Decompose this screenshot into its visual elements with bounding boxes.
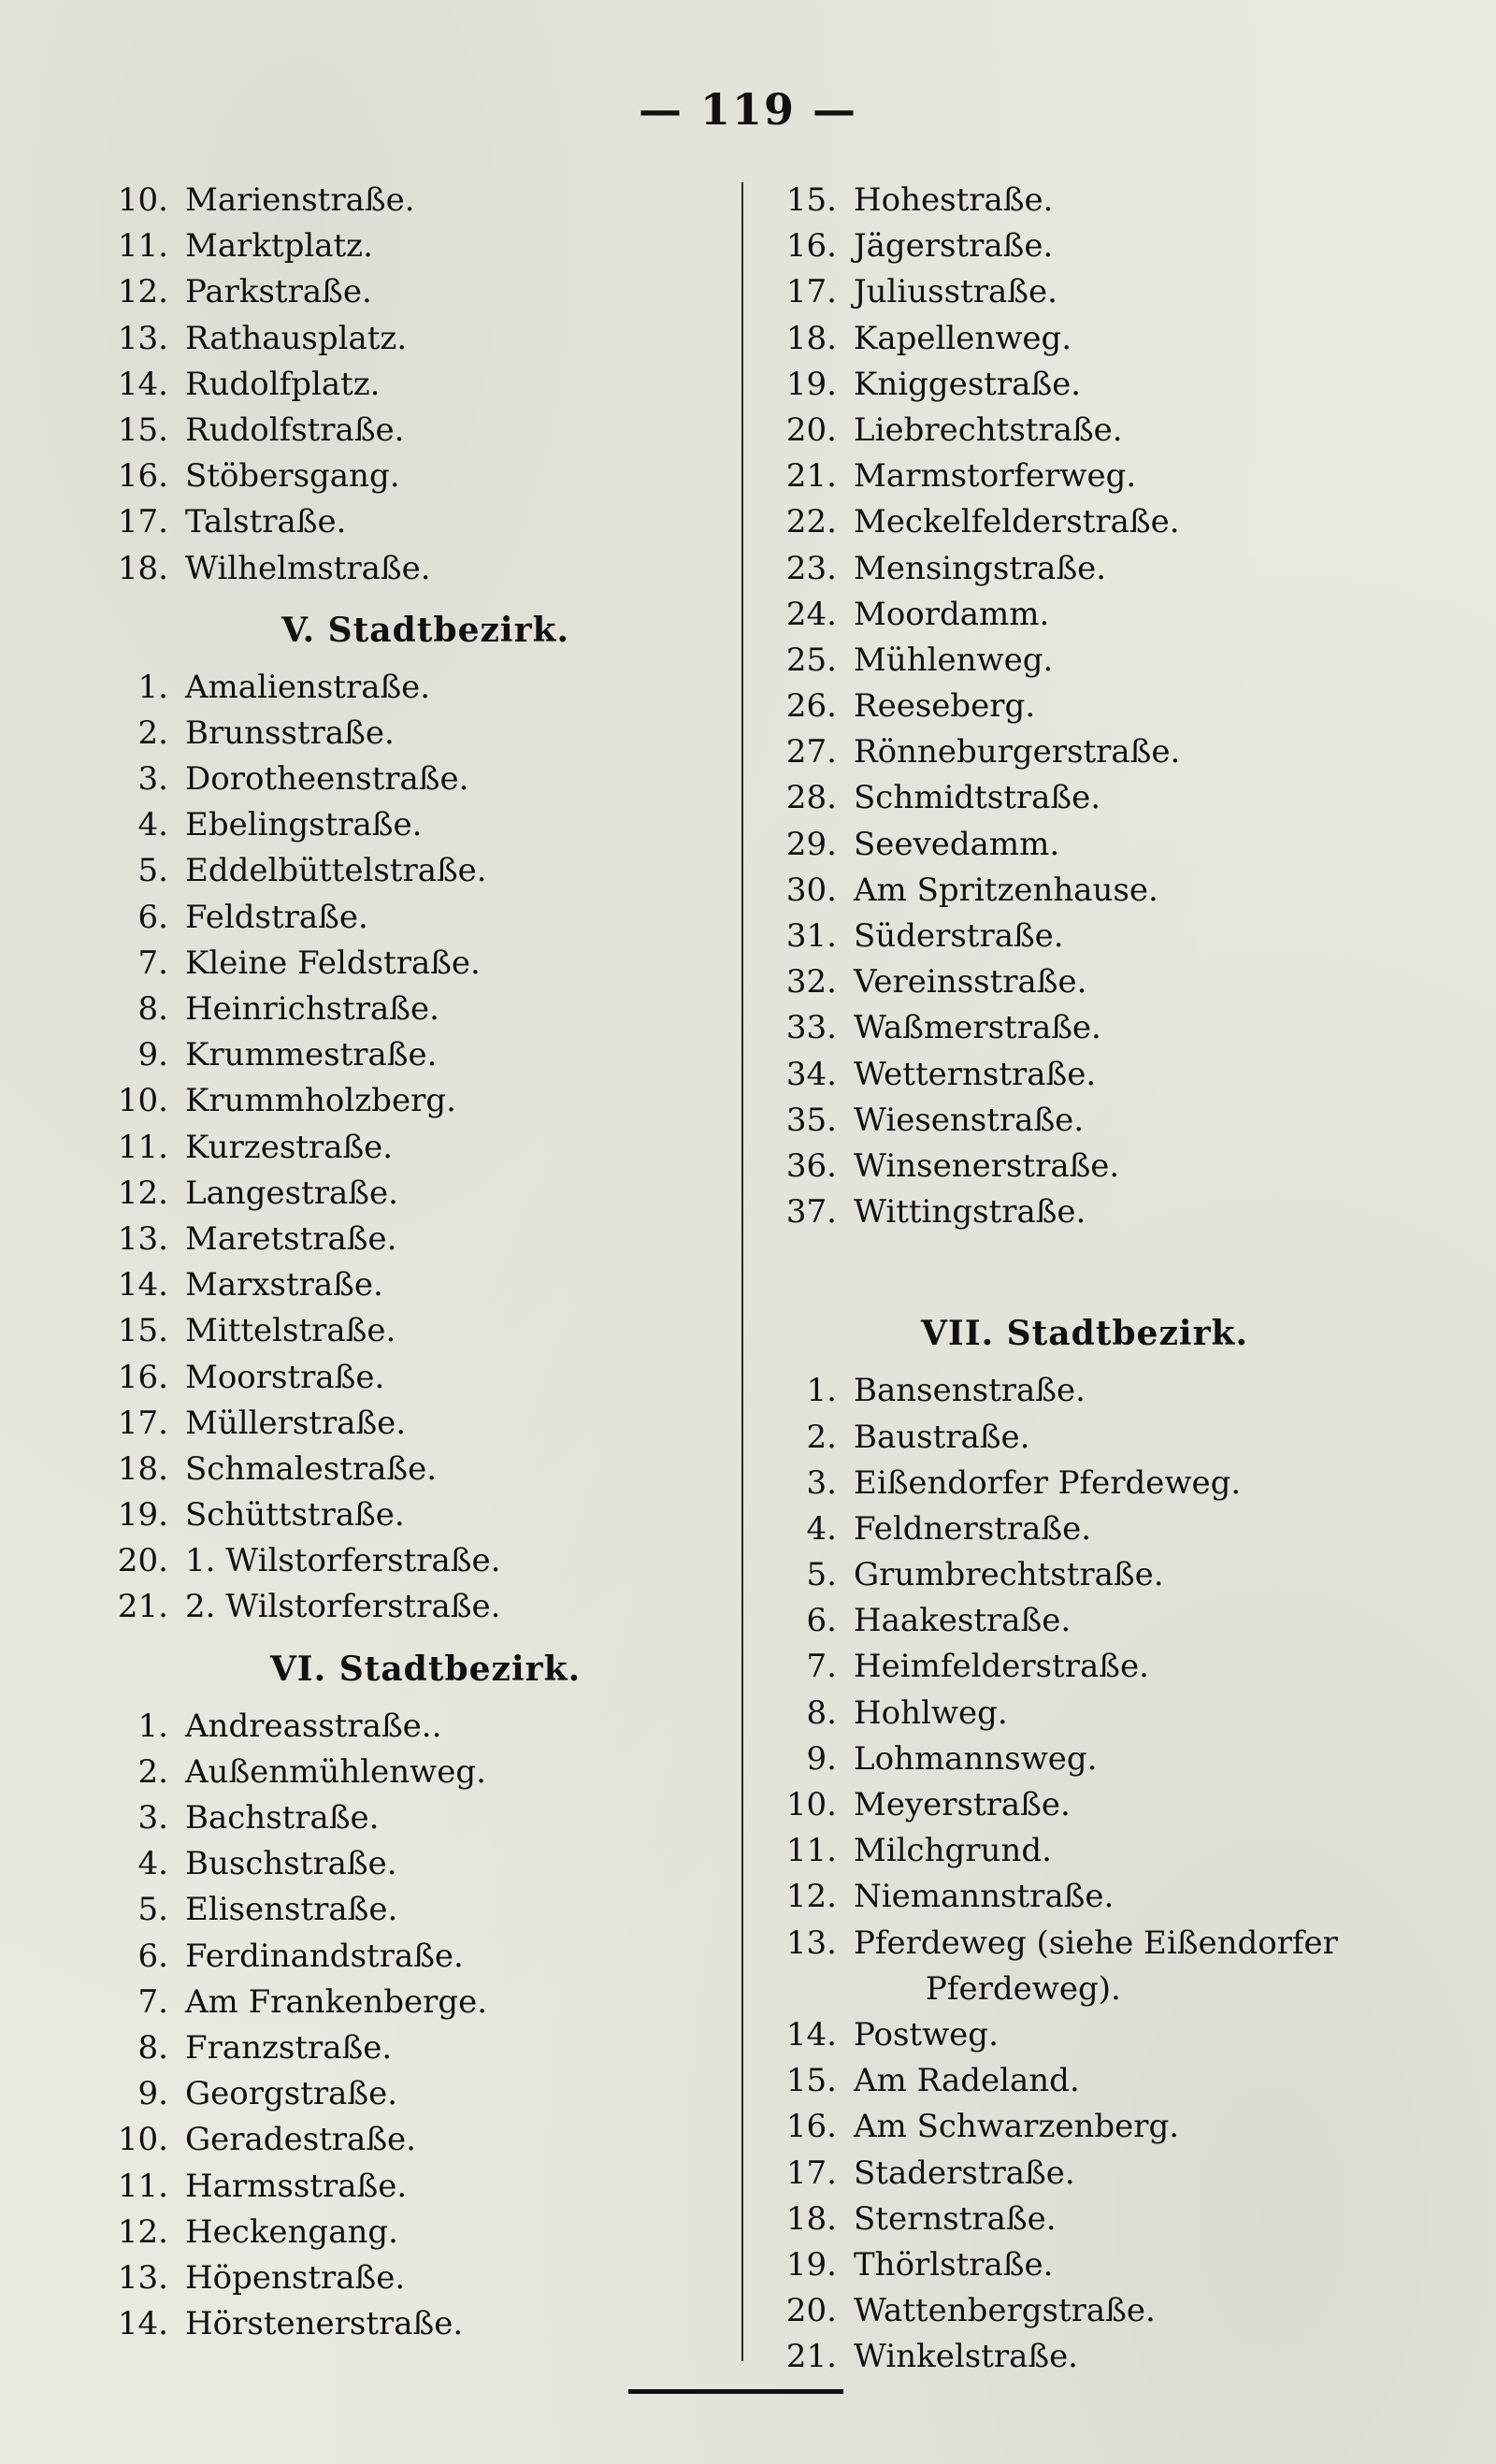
street-name: Franzstraße. [185, 2028, 393, 2067]
item-number: 5. [806, 1556, 837, 1594]
item-number: 24. [785, 595, 837, 633]
item-number: 15. [117, 411, 168, 449]
heading-district-vii: VII. Stadtbezirk. [920, 1314, 1249, 1354]
list-item [757, 1052, 1412, 1098]
street-name: Krummholzberg. [185, 1082, 456, 1120]
item-number: 14. [117, 365, 168, 403]
street-name: Heimfelderstraße. [854, 1648, 1149, 1686]
item-number: 9. [806, 1739, 837, 1778]
street-name: Grumbrechtstraße. [854, 1556, 1164, 1594]
item-number: 21. [117, 1588, 168, 1626]
list-item [757, 822, 1412, 868]
item-number: 7. [137, 1982, 168, 2021]
list-item [89, 2117, 725, 2163]
street-name: Geradestraße. [185, 2121, 416, 2159]
list-item [757, 1368, 1412, 1414]
street-name: Winsenerstraße. [854, 1146, 1120, 1185]
street-name: Am Spritzenhause. [854, 871, 1158, 909]
list-item [757, 223, 1412, 269]
street-name: Niemannstraße. [854, 1878, 1115, 1916]
street-name: 1. Wilstorferstraße. [185, 1542, 501, 1580]
street-name: Am Frankenberge. [185, 1982, 488, 2021]
street-name: Kniggestraße. [854, 365, 1082, 403]
item-number: 15. [117, 1312, 168, 1350]
street-name: Höpenstraße. [185, 2258, 406, 2297]
list-item [89, 1841, 725, 1887]
item-number: 34. [785, 1055, 837, 1093]
street-name: Rudolfstraße. [185, 411, 405, 449]
list-item [757, 2151, 1412, 2197]
street-name: Buschstraße. [185, 1845, 397, 1883]
street-name: Feldnerstraße. [854, 1509, 1092, 1548]
list-item [757, 1921, 1412, 1967]
street-name: Kleine Feldstraße. [185, 944, 481, 982]
item-number: 12. [117, 2212, 168, 2251]
list-item [757, 592, 1412, 638]
street-name: Krummestraße. [185, 1036, 438, 1074]
item-number: 31. [785, 917, 837, 955]
list-item [89, 665, 725, 711]
item-number: 5. [137, 852, 168, 890]
section-vi-continued-list [757, 178, 1412, 1235]
street-name: Moorstraße. [185, 1358, 385, 1396]
list-item [757, 1189, 1412, 1235]
list-item [757, 1461, 1412, 1506]
street-name: Hörstenerstraße. [185, 2305, 464, 2343]
list-item [89, 1355, 725, 1401]
item-number: 17. [785, 2154, 837, 2192]
street-name: Harmsstraße. [185, 2167, 408, 2205]
item-number: 4. [137, 1845, 168, 1883]
street-name: Amalienstraße. [185, 668, 431, 706]
street-name: Wilhelmstraße. [185, 549, 431, 587]
item-number: 23. [785, 549, 837, 587]
street-name: Vereinsstraße. [854, 963, 1087, 1001]
list-item [757, 269, 1412, 315]
item-number: 10. [117, 1082, 168, 1120]
item-number: 3. [137, 1799, 168, 1837]
item-number: 17. [785, 273, 837, 311]
item-number: 9. [137, 2075, 168, 2113]
section-a-list [89, 178, 725, 592]
list-item [89, 1125, 725, 1171]
entry-continuation: Pferdeweg). [926, 1969, 1121, 2008]
street-name: Schmalestraße. [185, 1449, 438, 1488]
street-name: Ebelingstraße. [185, 806, 423, 844]
list-item [757, 1552, 1412, 1598]
list-item [89, 895, 725, 941]
list-item [757, 2242, 1412, 2288]
item-number: 18. [117, 549, 168, 587]
street-name: Sternstraße. [854, 2199, 1057, 2238]
item-number: 33. [785, 1009, 837, 1047]
street-name: Haakestraße. [854, 1602, 1072, 1640]
list-item [757, 362, 1412, 408]
list-item [757, 1644, 1412, 1690]
item-number: 3. [806, 1463, 837, 1502]
list-item [89, 2025, 725, 2071]
list-item [89, 1584, 725, 1630]
list-item [757, 2104, 1412, 2150]
item-number: 16. [117, 457, 168, 496]
item-number: 18. [785, 2199, 837, 2238]
list-item [757, 316, 1412, 362]
list-item [89, 546, 725, 592]
list-item [89, 1262, 725, 1308]
street-name: Am Radeland. [854, 2062, 1080, 2100]
item-number: 7. [806, 1648, 837, 1686]
list-item [89, 1401, 725, 1447]
item-number: 29. [785, 825, 837, 863]
item-number: 14. [117, 2305, 168, 2343]
street-name: Marxstraße. [185, 1266, 383, 1304]
item-number: 16. [785, 227, 837, 266]
item-number: 12. [785, 1878, 837, 1916]
street-name: Schmidtstraße. [854, 779, 1101, 817]
list-item [89, 2301, 725, 2347]
list-item [89, 178, 725, 223]
item-number: 4. [806, 1509, 837, 1548]
item-number: 22. [785, 503, 837, 541]
item-number: 15. [785, 2062, 837, 2100]
item-number: 21. [785, 457, 837, 496]
street-name: Pferdeweg (siehe Eißendorfer [854, 1924, 1338, 1962]
list-item [89, 2210, 725, 2255]
item-number: 20. [785, 411, 837, 449]
list-item [757, 408, 1412, 454]
item-number: 11. [117, 2167, 168, 2205]
list-item [757, 684, 1412, 729]
section-spacer [757, 1235, 1412, 1295]
list-item [757, 638, 1412, 684]
street-name: Moordamm. [854, 595, 1050, 633]
street-name: Schüttstraße. [185, 1496, 405, 1535]
street-name: Marienstraße. [185, 181, 415, 219]
list-item [89, 1308, 725, 1354]
list-item [89, 408, 725, 454]
item-number: 30. [785, 871, 837, 909]
street-name: Talstraße. [185, 503, 347, 541]
item-number: 19. [117, 1496, 168, 1535]
heading-district-v: V. Stadtbezirk. [280, 610, 570, 650]
list-item [89, 1171, 725, 1217]
street-name: Jägerstraße. [854, 227, 1054, 266]
section-v-list [89, 665, 725, 1631]
street-name: Juliusstraße. [854, 273, 1057, 311]
list-item [89, 802, 725, 848]
list-item [89, 1750, 725, 1795]
column-divider [741, 182, 743, 2361]
right-column [757, 178, 1412, 2380]
list-item [757, 775, 1412, 821]
item-number: 4. [137, 806, 168, 844]
item-number: 36. [785, 1146, 837, 1185]
item-number: 19. [785, 365, 837, 403]
list-item [757, 454, 1412, 499]
street-name: Rönneburgerstraße. [854, 733, 1181, 771]
list-item [89, 316, 725, 362]
street-name: Langestraße. [185, 1174, 398, 1212]
street-name: Meyerstraße. [854, 1786, 1071, 1823]
street-name: Eddelbüttelstraße. [185, 852, 487, 890]
street-name: Mensingstraße. [854, 549, 1107, 587]
list-item [757, 1598, 1412, 1644]
list-item [757, 1506, 1412, 1552]
section-vii-list-b [757, 2012, 1412, 2381]
list-item [757, 2197, 1412, 2242]
list-item [89, 2255, 725, 2301]
street-name: Brunsstraße. [185, 713, 395, 752]
list-item [757, 1874, 1412, 1920]
item-number: 12. [117, 1174, 168, 1212]
list-item [89, 1704, 725, 1750]
item-number: 18. [117, 1449, 168, 1488]
list-item [757, 1144, 1412, 1189]
item-number: 10. [117, 181, 168, 219]
street-name: Süderstraße. [854, 917, 1064, 955]
list-item [757, 546, 1412, 592]
list-item [89, 1980, 725, 2025]
street-name: Maretstraße. [185, 1219, 397, 1258]
street-name: Eißendorfer Pferdeweg. [854, 1463, 1242, 1502]
item-number: 15. [785, 181, 837, 219]
list-item [757, 868, 1412, 914]
list-item [89, 848, 725, 894]
street-name: Dorotheenstraße. [185, 760, 469, 799]
list-item [89, 454, 725, 499]
list-item [757, 178, 1412, 223]
street-name: Stöbersgang. [185, 457, 400, 496]
street-name: Marmstorferweg. [854, 457, 1137, 496]
item-number: 2. [137, 1752, 168, 1791]
street-name: Bachstraße. [185, 1799, 380, 1837]
street-name: Rathausplatz. [185, 319, 408, 357]
list-item [89, 223, 725, 269]
item-number: 16. [785, 2108, 837, 2146]
street-name: Milchgrund. [854, 1832, 1052, 1870]
item-number: 2. [137, 713, 168, 752]
list-item [757, 1005, 1412, 1051]
list-item [89, 1887, 725, 1933]
street-name: Wittingstraße. [854, 1193, 1086, 1232]
street-name: Hohlweg. [854, 1693, 1008, 1732]
street-name: Thörlstraße. [854, 2245, 1054, 2284]
item-number: 10. [117, 2121, 168, 2159]
list-item [89, 2071, 725, 2117]
list-item [89, 1217, 725, 1262]
street-name: Wattenbergstraße. [854, 2292, 1156, 2330]
item-number: 21. [785, 2338, 837, 2376]
list-item [757, 914, 1412, 959]
section-vi-list [89, 1704, 725, 2348]
item-number: 17. [117, 503, 168, 541]
street-name: 2. Wilstorferstraße. [185, 1588, 501, 1626]
list-item [89, 1078, 725, 1124]
item-number: 17. [117, 1404, 168, 1442]
item-number: 20. [117, 1542, 168, 1580]
street-name: Andreasstraße.. [185, 1707, 442, 1745]
item-number: 25. [785, 641, 837, 679]
item-number: 5. [137, 1891, 168, 1929]
list-item [757, 2288, 1412, 2334]
item-number: 1. [806, 1372, 837, 1410]
street-name: Wetternstraße. [854, 1055, 1097, 1093]
item-number: 13. [117, 2258, 168, 2297]
left-column [89, 178, 725, 2347]
item-number: 8. [806, 1693, 837, 1732]
list-item [757, 729, 1412, 775]
item-number: 6. [806, 1602, 837, 1640]
list-item [757, 499, 1412, 545]
item-number: 20. [785, 2292, 837, 2330]
list-item [757, 1782, 1412, 1828]
list-item [757, 2334, 1412, 2380]
street-name: Kurzestraße. [185, 1128, 394, 1166]
heading-district-vi: VI. Stadtbezirk. [269, 1649, 582, 1689]
item-number: 7. [137, 944, 168, 982]
street-name: Kapellenweg. [854, 319, 1072, 357]
item-number: 26. [785, 687, 837, 726]
street-name: Elisenstraße. [185, 1891, 398, 1929]
list-item [89, 1447, 725, 1492]
street-name: Bansenstraße. [854, 1372, 1086, 1410]
list-item [89, 941, 725, 987]
list-item [89, 1934, 725, 1980]
street-name: Heinrichstraße. [185, 990, 439, 1028]
street-name: Außenmühlenweg. [185, 1752, 486, 1791]
item-number: 37. [785, 1193, 837, 1232]
street-name: Wiesenstraße. [854, 1101, 1085, 1139]
list-item [757, 1691, 1412, 1736]
item-number: 27. [785, 733, 837, 771]
item-number: 9. [137, 1036, 168, 1074]
street-name: Hohestraße. [854, 181, 1054, 219]
list-item [89, 1538, 725, 1584]
list-item [89, 269, 725, 315]
list-item [757, 1828, 1412, 1874]
street-name: Heckengang. [185, 2212, 398, 2251]
list-item [757, 959, 1412, 1005]
street-name: Mittelstraße. [185, 1312, 396, 1350]
item-number: 14. [117, 1266, 168, 1304]
street-name: Lohmannsweg. [854, 1739, 1098, 1778]
street-name: Baustraße. [854, 1418, 1030, 1456]
list-item [757, 1098, 1412, 1144]
list-item [89, 756, 725, 802]
street-name: Parkstraße. [185, 273, 372, 311]
page-number: — 119 — [638, 84, 858, 135]
item-number: 12. [117, 273, 168, 311]
item-number: 18. [785, 319, 837, 357]
list-item [89, 1492, 725, 1538]
street-name: Am Schwarzenberg. [854, 2108, 1180, 2146]
item-number: 14. [785, 2015, 837, 2053]
item-number: 13. [785, 1924, 837, 1962]
street-name: Postweg. [854, 2015, 999, 2053]
list-item [89, 711, 725, 756]
item-number: 32. [785, 963, 837, 1001]
item-number: 8. [137, 2028, 168, 2067]
list-item [89, 2164, 725, 2210]
street-name: Feldstraße. [185, 898, 368, 936]
street-name: Winkelstraße. [854, 2338, 1078, 2376]
item-number: 11. [117, 227, 168, 266]
list-item [89, 499, 725, 545]
item-number: 6. [137, 1937, 168, 1975]
list-item [757, 2012, 1412, 2058]
item-number: 13. [117, 1219, 168, 1258]
street-name: Staderstraße. [854, 2154, 1075, 2192]
item-number: 8. [137, 990, 168, 1028]
street-name: Meckelfelderstraße. [854, 503, 1180, 541]
item-number: 2. [806, 1418, 837, 1456]
list-item [757, 2058, 1412, 2104]
item-number: 11. [785, 1832, 837, 1870]
item-number: 1. [137, 668, 168, 706]
street-name: Waßmerstraße. [854, 1009, 1101, 1047]
item-number: 28. [785, 779, 837, 817]
street-name: Rudolfplatz. [185, 365, 381, 403]
closing-rule [628, 2389, 843, 2394]
list-item [89, 987, 725, 1032]
street-name: Reeseberg. [854, 687, 1036, 726]
item-number: 1. [137, 1707, 168, 1745]
list-item [757, 1415, 1412, 1461]
item-number: 13. [117, 319, 168, 357]
list-item [89, 362, 725, 408]
list-item [89, 1795, 725, 1841]
section-vii-list-a [757, 1368, 1412, 1966]
list-item [89, 1032, 725, 1078]
item-number: 16. [117, 1358, 168, 1396]
item-number: 10. [785, 1786, 837, 1823]
street-name: Marktplatz. [185, 227, 373, 266]
item-number: 11. [117, 1128, 168, 1166]
item-number: 35. [785, 1101, 837, 1139]
item-number: 6. [137, 898, 168, 936]
street-name: Mühlenweg. [854, 641, 1054, 679]
street-name: Liebrechtstraße. [854, 411, 1123, 449]
street-name: Georgstraße. [185, 2075, 398, 2113]
item-number: 19. [785, 2245, 837, 2284]
item-number: 3. [137, 760, 168, 799]
street-name: Ferdinandstraße. [185, 1937, 464, 1975]
list-item [757, 1736, 1412, 1782]
street-name: Müllerstraße. [185, 1404, 407, 1442]
street-name: Seevedamm. [854, 825, 1060, 863]
